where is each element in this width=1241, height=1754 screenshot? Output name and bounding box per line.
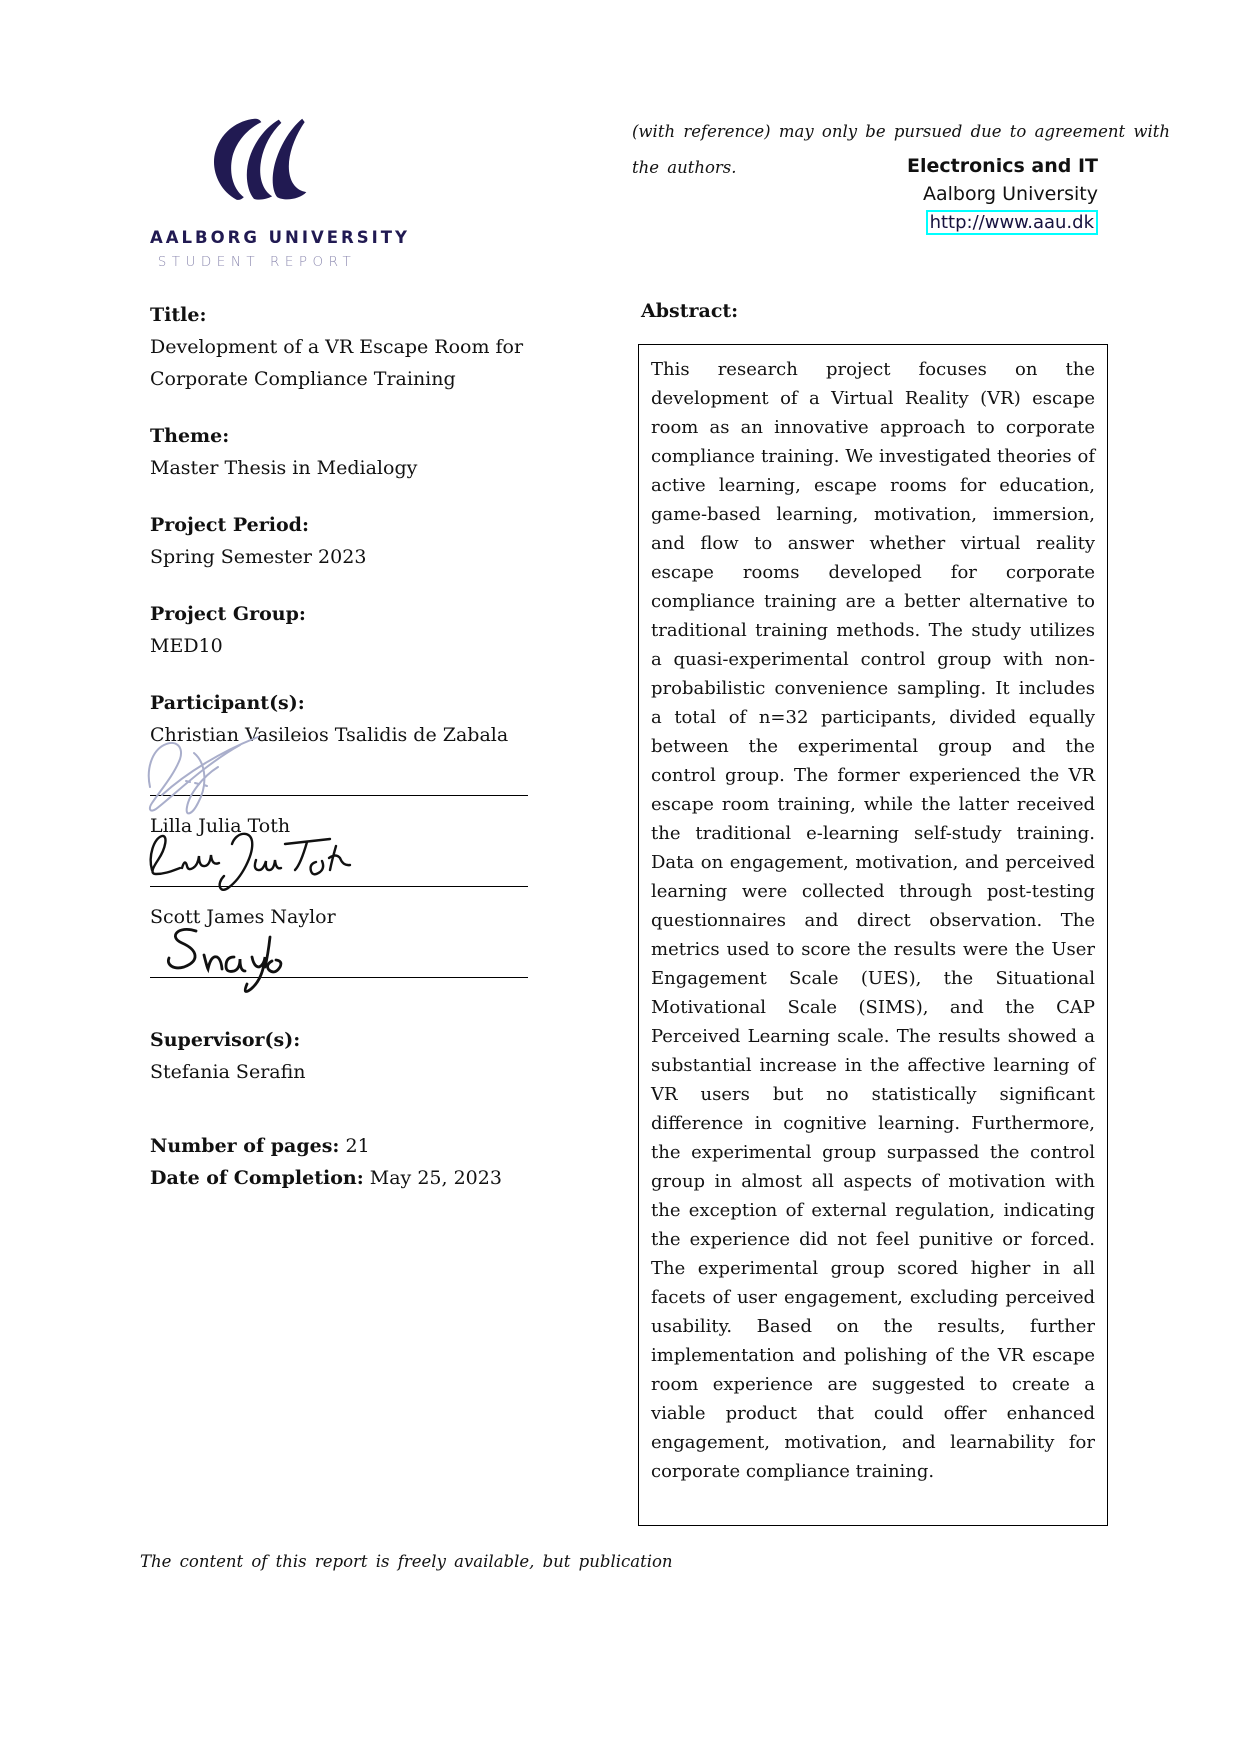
project-period-label: Project Period:: [150, 514, 309, 536]
university-url-link[interactable]: http://www.aau.dk: [926, 210, 1098, 235]
footer-disclaimer-note: The content of this report is freely available, but publication: [140, 1552, 673, 1571]
aau-wordmark: AALBORG UNIVERSITY: [150, 228, 410, 247]
signature-scott-image: [158, 921, 288, 993]
aau-swirl-icon: [208, 110, 308, 210]
supervisors-field: [150, 1024, 612, 1088]
signature-line: [150, 751, 528, 796]
participant-name: Lilla Julia Toth: [150, 815, 291, 837]
signature-christian-image: [140, 723, 300, 823]
report-info-column: [150, 299, 612, 1194]
project-group-field: [150, 598, 612, 662]
project-group-value: MED10: [150, 635, 223, 657]
participant-name: Christian Vasileios Tsalidis de Zabala: [150, 724, 509, 746]
disclaimer-continued-line2: the authors.: [632, 158, 737, 177]
theme-field: [150, 420, 612, 484]
university-label: Aalborg University: [922, 183, 1098, 205]
theme-label: Theme:: [150, 425, 230, 447]
student-report-label: STUDENT REPORT: [157, 254, 357, 270]
theme-value: Master Thesis in Medialogy: [150, 457, 418, 479]
title-value: Development of a VR Escape Room for Corporate Compliance Training: [150, 336, 524, 390]
project-period-value: Spring Semester 2023: [150, 546, 367, 568]
completion-field: [150, 1162, 612, 1194]
header-right-block: [632, 122, 1170, 252]
participants-field: [150, 687, 612, 978]
supervisors-label: Supervisor(s):: [150, 1029, 301, 1051]
abstract-box: [638, 344, 1108, 1526]
department-label: Electronics and IT: [907, 155, 1098, 177]
pages-date-block: [150, 1130, 612, 1194]
signature-line: [150, 933, 528, 978]
title-label: Title:: [150, 304, 207, 326]
project-group-label: Project Group:: [150, 603, 306, 625]
participants-label: Participant(s):: [150, 692, 305, 714]
completion-value: May 25, 2023: [369, 1167, 502, 1189]
participant-name: Scott James Naylor: [150, 906, 336, 928]
pages-field: [150, 1130, 612, 1162]
supervisors-value: Stefania Serafin: [150, 1061, 306, 1083]
title-field: [150, 299, 612, 395]
disclaimer-continued-line1: (with reference) may only be pursued due to agreement with: [632, 122, 1170, 141]
signature-line: [150, 842, 528, 887]
abstract-label: Abstract:: [641, 300, 739, 322]
project-period-field: [150, 509, 612, 573]
completion-label: Date of Completion:: [150, 1167, 364, 1189]
pages-value: 21: [345, 1135, 370, 1157]
signature-lilla-image: [144, 828, 369, 892]
pages-label: Number of pages:: [150, 1135, 340, 1157]
abstract-text: This research project focuses on the development of a Virtual Reality (VR) escape room as an innovative approach to corporate compliance training. We investigated theories of active learning, escape rooms for education, game-based learning, motivation, immersion, and flow to answer whether virtual reality escape rooms developed for corporate compliance training are a better alternative to traditional training methods. The study utilizes a quasi-experimental control group with non-probabilistic convenience sampling. It includes a total of n=32 participants, divided equally between the experimental group and the control group. The former experienced the VR escape room training, while the latter received the traditional e-learning self-study training. Data on engagement, motivation, and perceived learning were collected through post-testing questionnaires and direct observation. The metrics used to score the results were the User Engagement Scale (UES), the Situational Motivational Scale (SIMS), and the CAP Perceived Learning scale. The results showed a substantial increase in the affective learning of VR users but no statistically significant difference in cognitive learning. Furthermore, the experimental group surpassed the control group in almost all aspects of motivation with the exception of external regulation, indicating the experience did not feel punitive or forced. The experimental group scored higher in all facets of user engagement, excluding perceived usability. Based on the results, further implementation and polishing of the VR escape room experience are suggested to create a viable product that could offer enhanced engagement, motivation, and learnability for corporate compliance training.: [651, 359, 1095, 1482]
